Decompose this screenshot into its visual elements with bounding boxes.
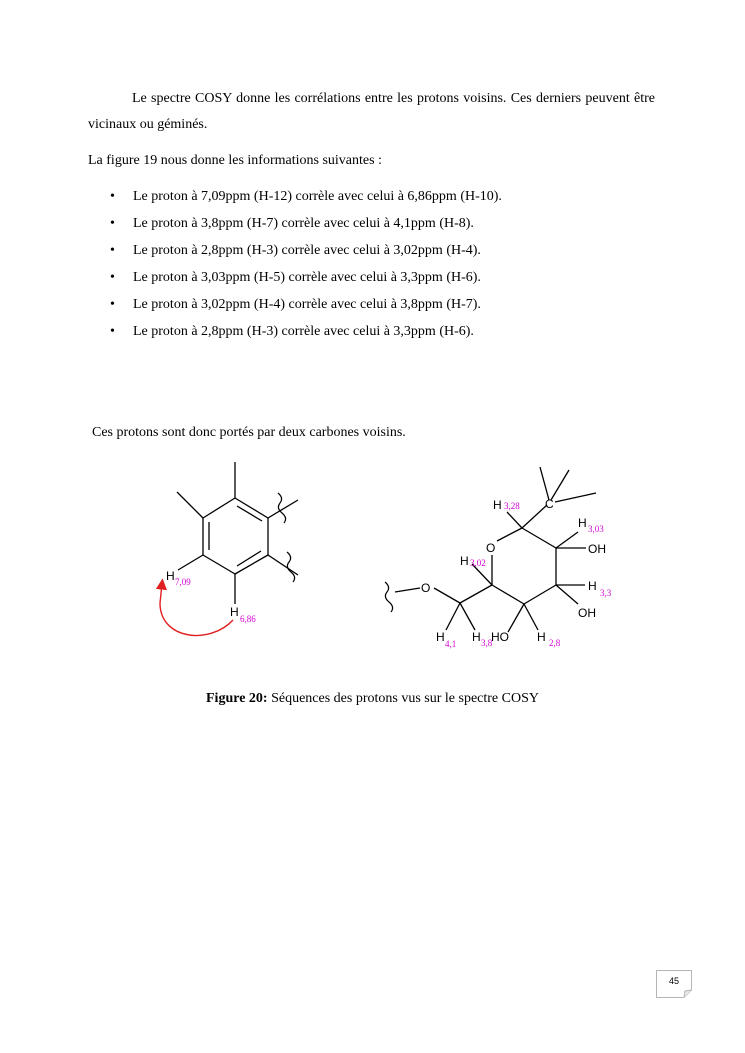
bullet-glyph: • xyxy=(110,216,115,231)
wavy-bond-icon xyxy=(287,552,295,582)
shift-label-302: 3,02 xyxy=(470,558,486,568)
list-item xyxy=(88,237,655,264)
shift-label-33: 3,3 xyxy=(600,588,612,598)
h-atom-label: H xyxy=(537,630,546,644)
cosy-correlation-arrow xyxy=(160,584,233,635)
list-item-text: Le proton à 7,09ppm (H-12) corrèle avec celui à 6,86ppm (H-10). xyxy=(133,189,502,204)
carbon-label: C xyxy=(545,497,554,511)
intro-paragraph: Le spectre COSY donne les corrélations entre les protons voisins. Ces derniers peuvent être vicinaux ou géminés. xyxy=(88,91,655,132)
h-atom-label: H xyxy=(493,498,502,512)
caption-label: Figure 20: xyxy=(206,691,268,706)
h-atom-label: H xyxy=(166,569,175,583)
shift-label-303: 3,03 xyxy=(588,524,604,534)
bullet-glyph: • xyxy=(110,270,115,285)
list-item-text: Le proton à 3,02ppm (H-4) corrèle avec celui à 3,8ppm (H-7). xyxy=(133,297,481,312)
shift-label-38: 3,8 xyxy=(481,638,493,648)
shift-label-28: 2,8 xyxy=(549,638,561,648)
bullet-glyph: • xyxy=(110,189,115,204)
hydroxyl-label: OH xyxy=(588,542,606,556)
h-atom-label: H xyxy=(230,605,239,619)
ring-oxygen-label: O xyxy=(486,541,496,555)
list-item xyxy=(88,264,655,291)
cosy-structure-figure xyxy=(0,450,745,680)
h-atom-label: H xyxy=(578,516,587,530)
caption-text: Séquences des protons vus sur le spectre COSY xyxy=(267,691,539,706)
list-item-text: Le proton à 2,8ppm (H-3) corrèle avec celui à 3,3ppm (H-6). xyxy=(133,324,474,339)
wavy-bond-icon xyxy=(385,582,393,612)
list-item xyxy=(88,318,655,345)
page-number: 45 xyxy=(668,976,679,986)
figure-caption xyxy=(0,688,745,710)
shift-label-686: 6,86 xyxy=(240,614,256,624)
aromatic-ring xyxy=(177,462,298,604)
ether-oxygen-label: O xyxy=(421,581,431,595)
list-item xyxy=(88,291,655,318)
hydroxyl-label: HO xyxy=(491,630,509,644)
figure-reference-paragraph: La figure 19 nous donne les informations suivantes : xyxy=(88,153,382,168)
list-item xyxy=(88,210,655,237)
list-item-text: Le proton à 3,03ppm (H-5) corrèle avec celui à 3,3ppm (H-6). xyxy=(133,270,481,285)
list-item xyxy=(88,183,655,210)
bullet-glyph: • xyxy=(110,243,115,258)
conclusion-paragraph: Ces protons sont donc portés par deux carbones voisins. xyxy=(92,425,406,440)
sugar-ring xyxy=(395,467,596,632)
h-atom-label: H xyxy=(472,630,481,644)
bullet-glyph: • xyxy=(110,297,115,312)
hydroxyl-label: OH xyxy=(578,606,596,620)
shift-label-709: 7,09 xyxy=(175,577,191,587)
h-atom-label: H xyxy=(588,579,597,593)
bullet-glyph: • xyxy=(110,324,115,339)
shift-label-328: 3,28 xyxy=(504,501,520,511)
list-item-text: Le proton à 2,8ppm (H-3) corrèle avec celui à 3,02ppm (H-4). xyxy=(133,243,481,258)
list-item-text: Le proton à 3,8ppm (H-7) corrèle avec celui à 4,1ppm (H-8). xyxy=(133,216,474,231)
page-number-box xyxy=(656,970,692,998)
h-atom-label: H xyxy=(436,630,445,644)
h-atom-label: H xyxy=(460,554,469,568)
shift-label-41: 4,1 xyxy=(445,639,457,649)
correlation-list xyxy=(88,183,655,345)
